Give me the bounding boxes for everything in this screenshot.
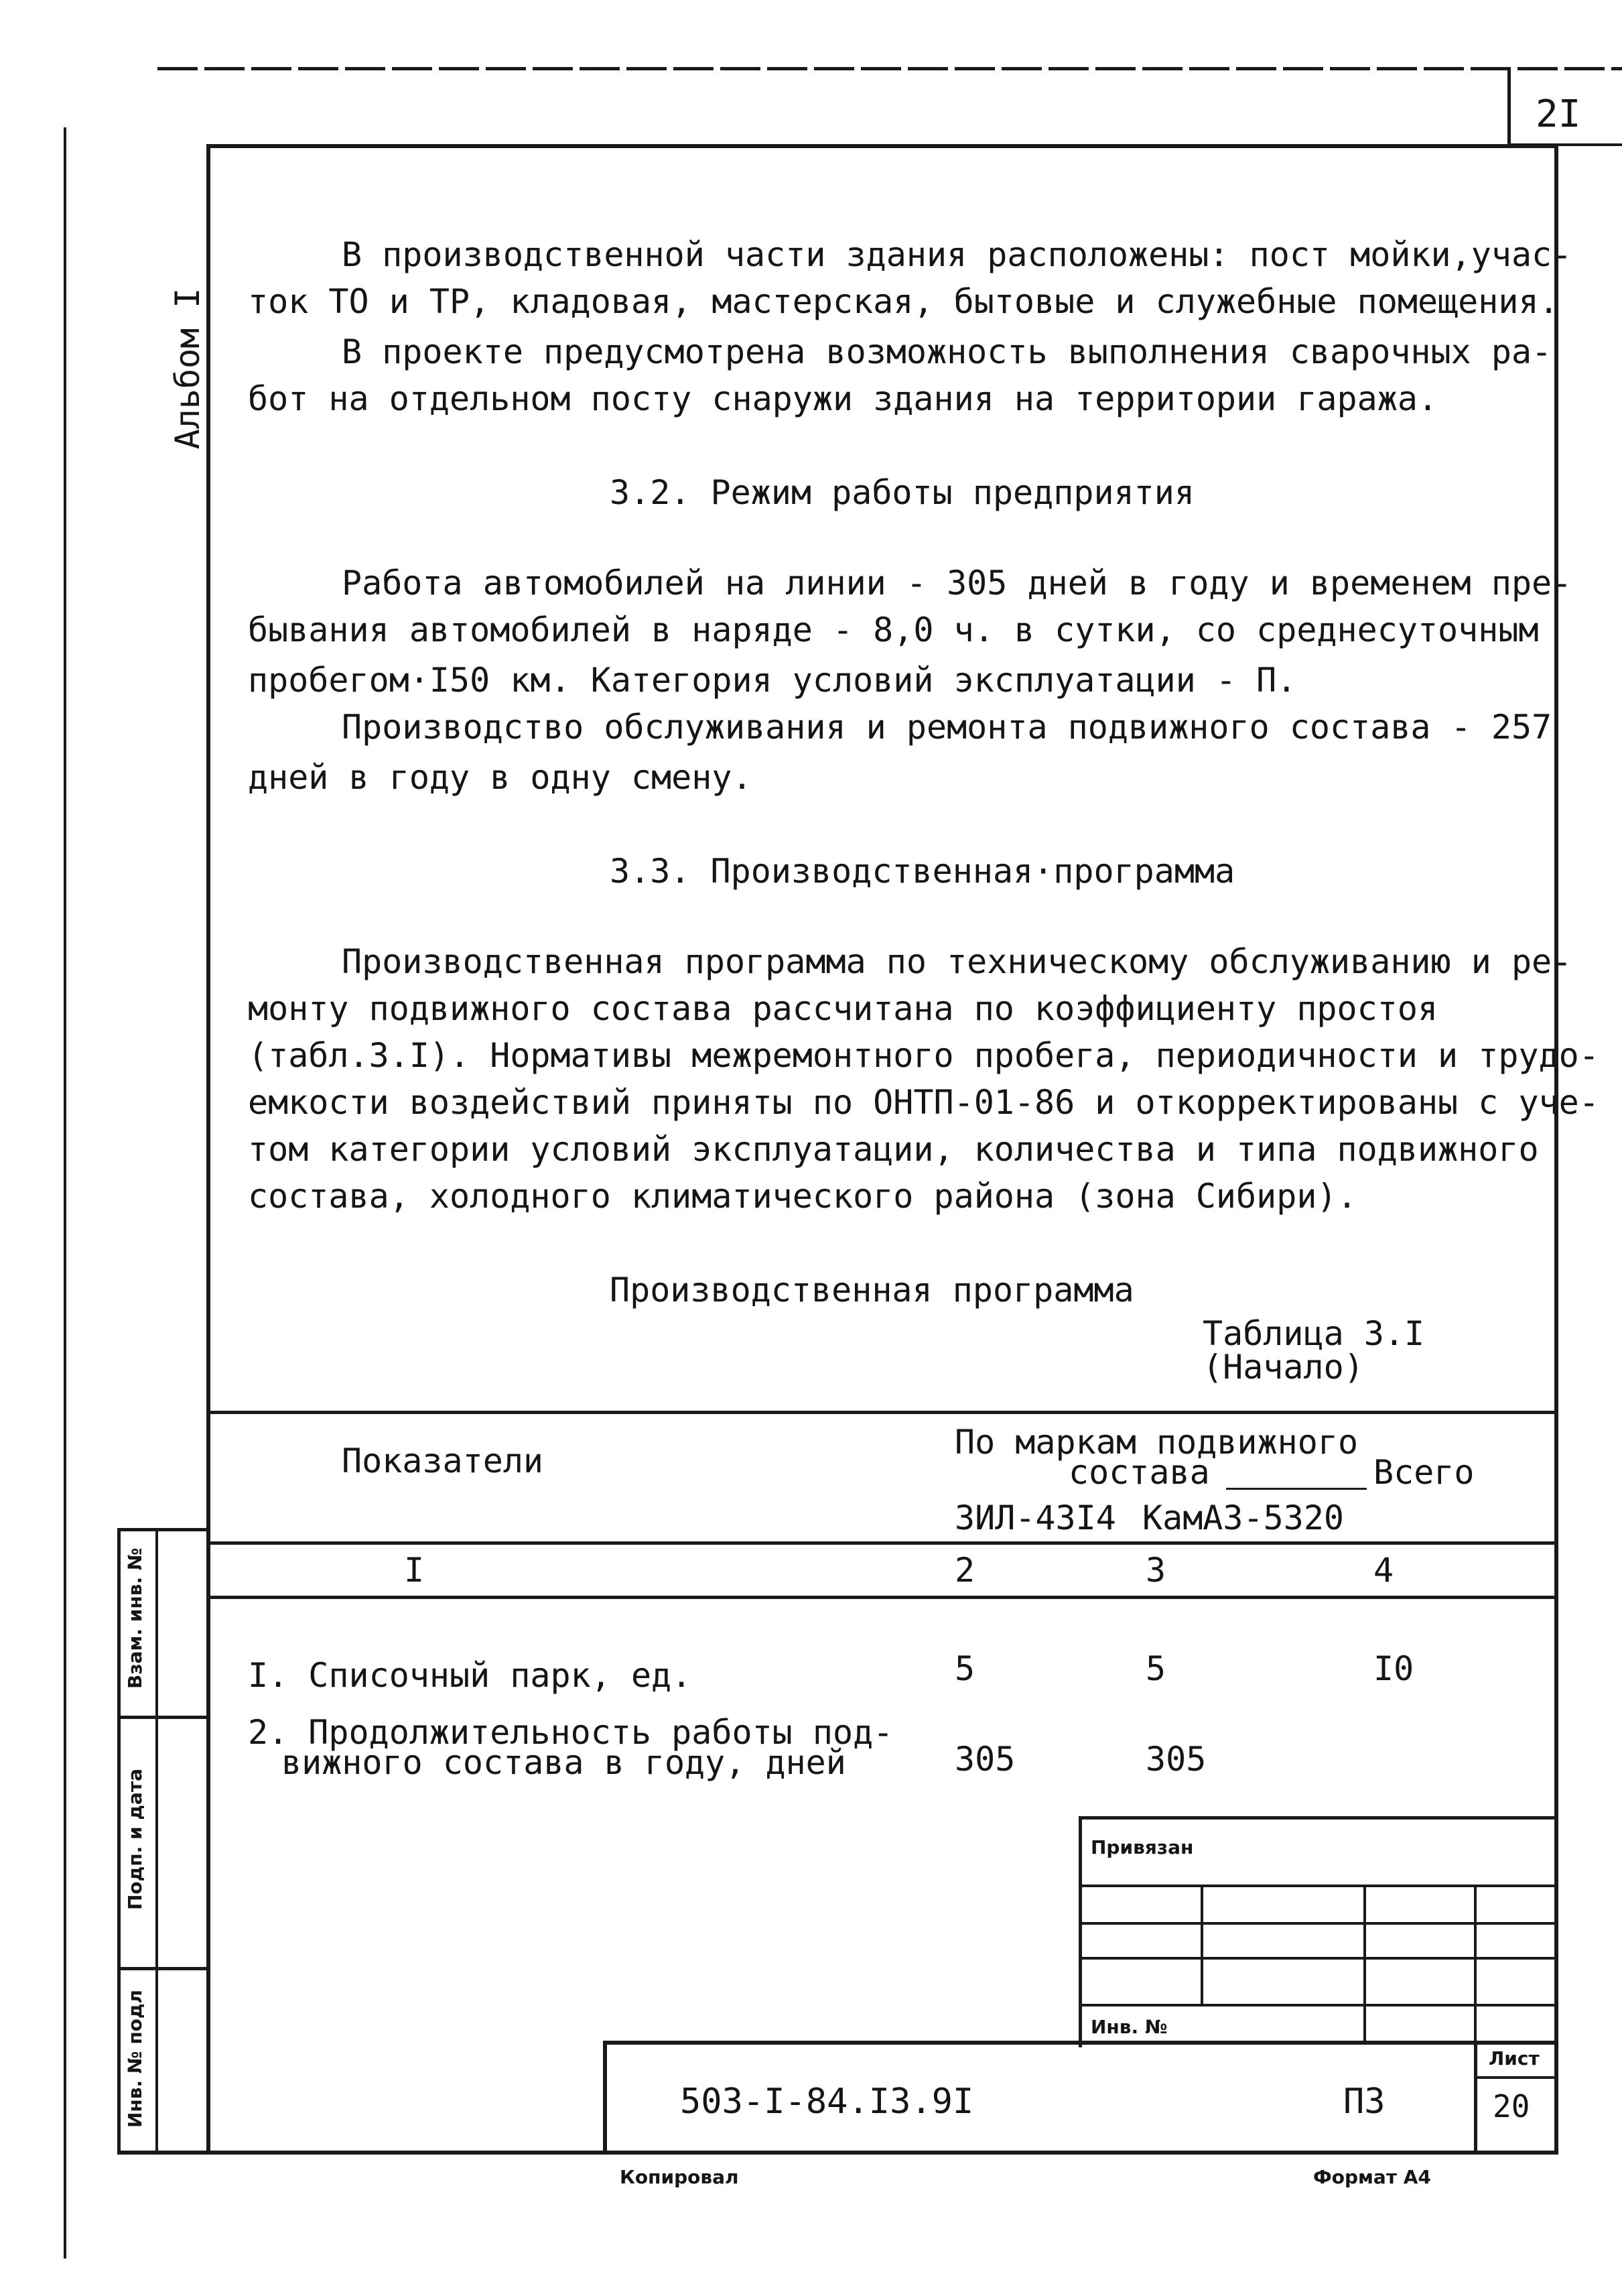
table-colnum-bottom-rule — [208, 1596, 1558, 1599]
side-podp: Подп. и дата — [124, 1768, 146, 1910]
header-brand-2: КамАЗ-5320 — [1142, 1498, 1345, 1537]
header-by-brand-2: состава — [1069, 1453, 1210, 1492]
s33-line-1: Производственная программа по техническому обслуживанию и ре- — [342, 942, 1572, 981]
colnum-3: 3 — [1146, 1551, 1166, 1590]
frame-right — [1554, 144, 1558, 2153]
colnum-4: 4 — [1373, 1551, 1394, 1590]
colnum-2: 2 — [955, 1551, 975, 1590]
footer-format: Формат А4 — [1313, 2166, 1431, 2188]
intro-line-3: В проекте предусмотрена возможность выполнения сварочных ра- — [342, 332, 1552, 371]
frame-top — [208, 144, 1558, 148]
side-vzam: Взам. инв. № — [124, 1547, 146, 1689]
header-indicators: Показатели — [342, 1442, 544, 1480]
doc-code: 503-I-84.I3.9I — [680, 2082, 974, 2122]
row-2-label-2: вижного состава в году, дней — [281, 1743, 846, 1782]
intro-line-1: В производственной части здания расположены: пост мойки,учас- — [342, 235, 1572, 274]
s33-line-3: (табл.3.I). Нормативы межремонтного пробега, периодичности и трудо- — [248, 1036, 1599, 1075]
row-2-v2: 305 — [1146, 1740, 1207, 1779]
frame-bottom — [117, 2151, 1558, 2155]
table-colnum-top-rule — [208, 1541, 1558, 1545]
side-inv: Инв. № подл — [124, 1989, 146, 2128]
footer-copied: Копировал — [620, 2166, 739, 2188]
total-underline — [1226, 1488, 1367, 1490]
section-3-2-heading: 3.2. Режим работы предприятия — [610, 473, 1195, 512]
corner-page-number: 2I — [1536, 92, 1581, 136]
row-1-v2: 5 — [1146, 1649, 1166, 1688]
inv-label: Инв. № — [1091, 2016, 1168, 2038]
s32-line-4: Производство обслуживания и ремонта подвижного состава - 257 — [342, 708, 1552, 747]
row-2-v1: 305 — [955, 1740, 1016, 1779]
table-top-rule — [208, 1411, 1558, 1414]
table-number: Таблица 3.I — [1203, 1314, 1425, 1353]
s32-line-3: пробегом·I50 км. Категория условий эксплуатации - П. — [248, 661, 1297, 700]
colnum-1: I — [404, 1551, 425, 1590]
intro-line-4: бот на отдельном посту снаружи здания на территории гаража. — [248, 379, 1438, 418]
row-2-label-1: 2. Продолжительность работы под- — [248, 1713, 894, 1752]
s32-line-2: бывания автомобилей в наряде - 8,0 ч. в сутки, со среднесуточным — [248, 611, 1539, 649]
s33-line-2: монту подвижного состава рассчитана по коэффициенту простоя — [248, 989, 1438, 1028]
album-label: Альбом I — [168, 288, 207, 450]
s32-line-1: Работа автомобилей на линии - 305 дней в году и временем пре- — [342, 564, 1572, 602]
row-1-v1: 5 — [955, 1649, 975, 1688]
header-total: Всего — [1373, 1453, 1475, 1492]
bound-label: Привязан — [1091, 1836, 1194, 1858]
header-brand-1: ЗИЛ-43I4 — [955, 1498, 1116, 1537]
section-3-3-heading: 3.3. Производственная·программа — [610, 852, 1235, 891]
header-by-brand-1: По маркам подвижного — [955, 1423, 1359, 1462]
row-1-label: I. Списочный парк, ед. — [248, 1656, 692, 1695]
sheet-number: 20 — [1493, 2088, 1530, 2124]
intro-line-2: ток ТО и ТР, кладовая, мастерская, бытовые и служебные помещения. — [248, 282, 1559, 321]
s32-line-5: дней в году в одну смену. — [248, 758, 752, 797]
top-rule — [157, 67, 1622, 70]
table-note: (Начало) — [1203, 1348, 1364, 1387]
table-caption: Производственная программа — [610, 1271, 1134, 1310]
section-code: ПЗ — [1343, 2082, 1386, 2122]
row-1-total: I0 — [1373, 1649, 1414, 1688]
s33-line-4: емкости воздействий приняты по ОНТП-01-86 и откорректированы с уче- — [248, 1083, 1599, 1122]
sheet-label: Лист — [1489, 2047, 1540, 2069]
s33-line-5: том категории условий эксплуатации, количества и типа подвижного — [248, 1130, 1539, 1169]
s33-line-6: состава, холодного климатического района (зона Сибири). — [248, 1177, 1357, 1216]
page-number-box-left — [1507, 67, 1511, 146]
binding-line — [64, 127, 66, 2258]
